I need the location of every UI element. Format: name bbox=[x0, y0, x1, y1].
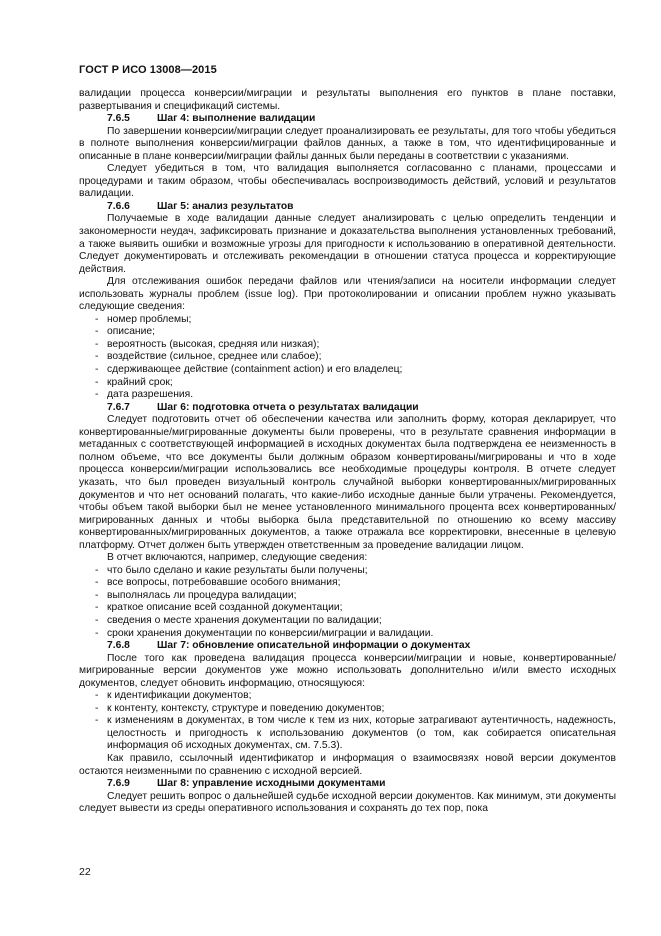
list-item-text: дата разрешения. bbox=[107, 389, 194, 401]
section-number: 7.6.7 bbox=[107, 401, 130, 413]
list-item bbox=[79, 565, 616, 578]
list-item bbox=[79, 377, 616, 390]
document-body bbox=[79, 88, 616, 816]
list-item bbox=[79, 703, 616, 716]
list-item-text: вероятность (высокая, средняя или низкая); bbox=[107, 338, 320, 350]
section-title: Шаг 8: управление исходными документами bbox=[157, 778, 386, 790]
list-dash: - bbox=[95, 364, 99, 376]
list-dash: - bbox=[95, 614, 99, 626]
page-number: 22 bbox=[79, 866, 91, 878]
section-title: Шаг 5: анализ результатов bbox=[157, 200, 294, 212]
list-dash: - bbox=[95, 313, 99, 325]
list-item-text: выполнялась ли процедура валидации; bbox=[107, 589, 297, 601]
list-item-text: к контенту, контексту, структуре и поведению документов; bbox=[107, 702, 385, 714]
section-title: Шаг 7: обновление описательной информации о документах bbox=[157, 640, 471, 652]
list-item-text: краткое описание всей созданной документации; bbox=[107, 602, 343, 614]
list-item bbox=[79, 628, 616, 641]
list-item bbox=[79, 314, 616, 327]
list-item-text: описание; bbox=[107, 326, 155, 338]
section-number: 7.6.9 bbox=[107, 778, 130, 790]
section-heading bbox=[79, 640, 616, 653]
section-heading bbox=[79, 113, 616, 126]
list-item bbox=[79, 615, 616, 628]
paragraph: Как правило, ссылочный идентификатор и информация о взаимосвязях новой версии документов остаются неизменными по сравнению с исходной версией. bbox=[79, 752, 616, 777]
list-dash: - bbox=[95, 577, 99, 589]
list-item-text: номер проблемы; bbox=[107, 313, 192, 325]
list-item bbox=[79, 339, 616, 352]
list-item bbox=[79, 326, 616, 339]
list-dash: - bbox=[95, 326, 99, 338]
list-item-text: сведения о месте хранения документации по валидации; bbox=[107, 614, 382, 626]
section-heading bbox=[79, 201, 616, 214]
list-item-text: все вопросы, потребовавшие особого внимания; bbox=[107, 577, 341, 589]
list-item-text: сдерживающее действие (containment action) и его владелец; bbox=[107, 364, 403, 376]
list-dash: - bbox=[95, 376, 99, 388]
list-item-text: воздействие (сильное, среднее или слабое); bbox=[107, 351, 322, 363]
section-number: 7.6.8 bbox=[107, 640, 130, 652]
list-item-text: к идентификации документов; bbox=[107, 690, 252, 702]
list-item-text: крайний срок; bbox=[107, 376, 173, 388]
list-item-text: сроки хранения документации по конверсии/миграции и валидации. bbox=[107, 627, 434, 639]
list-dash: - bbox=[95, 690, 99, 702]
paragraph: В отчет включаются, например, следующие сведения: bbox=[107, 552, 368, 564]
list-dash: - bbox=[95, 351, 99, 363]
section-title: Шаг 6: подготовка отчета о результатах валидации bbox=[157, 401, 419, 413]
list-item bbox=[79, 577, 616, 590]
paragraph: Следует убедиться в том, что валидация выполняется согласованно с планами, процессами и процедурами и таким образом, чтобы обеспечивалась воспроизводимость действий, условий и результатов валидации. bbox=[79, 163, 616, 200]
document-header: ГОСТ Р ИСО 13008—2015 bbox=[79, 64, 217, 76]
list-dash: - bbox=[95, 715, 99, 727]
list-item bbox=[79, 602, 616, 615]
list-item-text: что было сделано и какие результаты были получены; bbox=[107, 564, 368, 576]
paragraph: По завершении конверсии/миграции следует проанализировать ее результаты, для того чтобы убедиться в полноте выполнения конверсии/миграции файлов данных, а также в том, что идентифицированные и описанные в плане конверсии/миграции файлы данных были переданы в соответствии с указаниями. bbox=[79, 125, 616, 162]
paragraph: Получаемые в ходе валидации данные следует анализировать с целью определить тенденции и закономерности неудач, зафиксировать признание и доказательства выполнения установленных требований, а также выявить ошибки и возможные угрозы для пригодности к использованию в оперативной деятельности. Следует документировать и отслеживать рекомендации в отношении статуса процесса и корректирующие действия. bbox=[79, 213, 616, 275]
list-item bbox=[79, 715, 616, 753]
section-heading bbox=[79, 778, 616, 791]
paragraph: Для отслеживания ошибок передачи файлов или чтения/записи на носители информации следует использовать журналы проблем (issue log). При протоколировании и описании проблем нужно указывать следующие сведения: bbox=[79, 276, 616, 313]
paragraph: Следует подготовить отчет об обеспечении качества или заполнить форму, которая декларирует, что конвертированные/мигрированные документы были проверены, что в результате сравнения информации в метаданных с соответствующей информацией в исходных документах была подтверждена ее неизменность в полном объеме, что все документы были должным образом конвертированы/мигрированы и что в ходе процесса конверсии/миграции использовались все необходимые процедуры контроля. В отчете следует указать, что был проведен визуальный контроль случайной выборки конвертированных/мигрированных документов и что нет оснований полагать, что какие-либо исходные данные были утрачены. Рекомендуется, чтобы объем такой выборки был не менее установленного минимального процента всех конвертированных/мигрированных данных и чтобы выборка была представительной по отношению ко всему массиву конвертированных/мигрированных документов, а также отражала все корректировки, внесенные в целевую платформу. Отчет должен быть утвержден ответственным за проведение валидации лицом. bbox=[79, 414, 616, 551]
list-dash: - bbox=[95, 589, 99, 601]
section-title: Шаг 4: выполнение валидации bbox=[157, 113, 316, 125]
section-number: 7.6.5 bbox=[107, 113, 130, 125]
paragraph: валидации процесса конверсии/миграции и результаты выполнения его пунктов в плане поставки, развертывания и спецификаций системы. bbox=[79, 88, 616, 112]
section-number: 7.6.6 bbox=[107, 200, 130, 212]
list-item bbox=[79, 590, 616, 603]
list-item bbox=[79, 364, 616, 377]
list-item bbox=[79, 351, 616, 364]
list-item bbox=[79, 389, 616, 402]
list-dash: - bbox=[95, 602, 99, 614]
list-item bbox=[79, 690, 616, 703]
list-dash: - bbox=[95, 338, 99, 350]
paragraph: Следует решить вопрос о дальнейшей судьбе исходной версии документов. Как минимум, эти документы следует вывести из среды оперативного использования и сохранять до тех пор, пока bbox=[79, 790, 616, 815]
list-dash: - bbox=[95, 702, 99, 714]
list-dash: - bbox=[95, 389, 99, 401]
list-dash: - bbox=[95, 564, 99, 576]
list-dash: - bbox=[95, 627, 99, 639]
section-heading bbox=[79, 402, 616, 415]
list-item-text: к изменениям в документах, в том числе к тем из них, которые затрагивают аутентичность, надежность, целостность и пригодность к использованию документов (о том, как собирается описательная информация об исходных документах, см. 7.5.3). bbox=[107, 715, 616, 752]
paragraph: После того как проведена валидация процесса конверсии/миграции и новые, конвертированные/мигрированные версии документов уже можно использовать дополнительно и/или вместо исходных документов, следует обновить информацию, относящуюся: bbox=[79, 652, 616, 689]
